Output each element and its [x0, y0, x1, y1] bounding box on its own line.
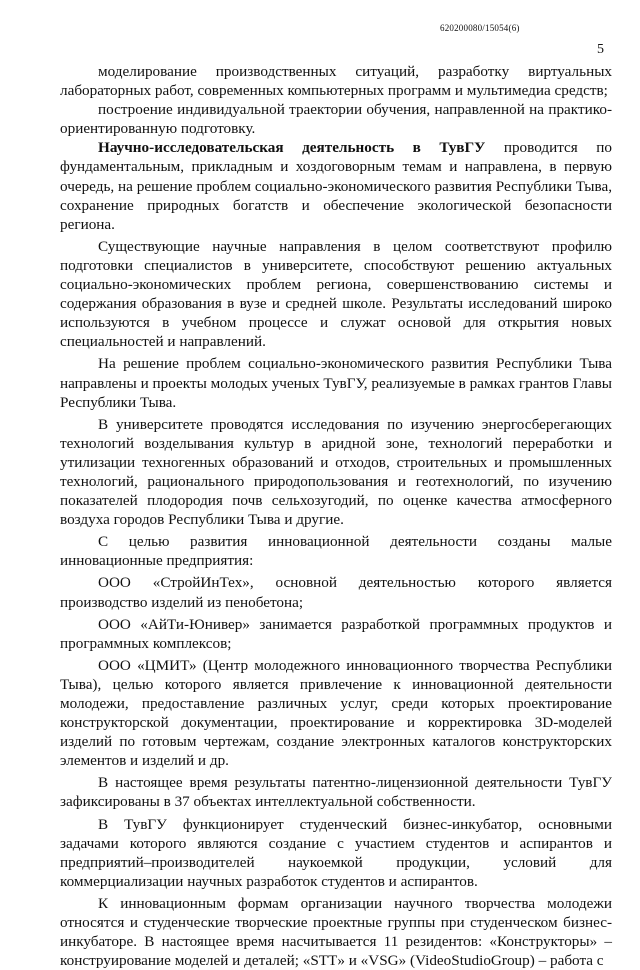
paragraph — [60, 62, 612, 100]
paragraph — [60, 815, 612, 891]
paragraph — [60, 138, 612, 233]
paragraph — [60, 100, 612, 138]
paragraph-text: В университете проводятся исследования по изучению энергосберегающих технологий возделывания культур в аридной зоне, технологий переработки и утилизации техногенных образований и отходов, строительных и промышленных технологий, рационального природопользования и геотехнологий, по изучению показателей плодородия почв сельхозугодий, по оценке качества атмосферного воздуха городов Республики Тыва и другие. — [60, 415, 612, 529]
paragraph-bold-lead: Научно-исследовательская деятельность в ТувГУ — [98, 139, 486, 157]
paragraph — [60, 894, 612, 970]
paragraph-text: В ТувГУ функционирует студенческий бизнес-инкубатор, основными задачами которого являются создание с участием студентов и аспирантов и предприятий–производителей наукоемкой продукции, условий для коммерциализации научных разработок студентов и аспирантов. — [60, 815, 612, 890]
paragraph-text: К инновационным формам организации научного творчества молодежи относятся и студенческие творческие проектные группы при студенческом бизнес-инкубаторе. В настоящее время насчитывается 11 резидентов: «Конструкторы» – конструирование моделей и деталей; «STT» и «VSG» (VideoStudioGroup) – работа с — [60, 894, 612, 970]
paragraph — [60, 354, 612, 411]
paragraph-text: ООО «СтройИнТех», основной деятельностью которого является производство изделий из пенобетона; — [60, 574, 612, 611]
paragraph — [60, 656, 612, 771]
paragraph-text: В настоящее время результаты патентно-лицензионной деятельности ТувГУ зафиксированы в 37 объектах интеллектуальной собственности. — [60, 774, 612, 811]
paragraph — [60, 237, 612, 352]
paragraph — [60, 532, 612, 570]
paragraph — [60, 615, 612, 653]
paragraph-text: Существующие научные направления в целом соответствуют профилю подготовки специалистов в университете, способствуют решению актуальных социально-экономических проблем региона, совершенствованию системы и содержания образования в вузе и средней школе. Результаты исследований широко используются в учебном процессе и служат основой для открытия новых специальностей и направлений. — [60, 237, 612, 351]
body-text — [60, 62, 612, 970]
page-number: 5 — [597, 42, 604, 57]
document-id: 620200080/15054(6) — [440, 23, 520, 33]
paragraph-text: На решение проблем социально-экономического развития Республики Тыва направлены и проекты молодых ученых ТувГУ, реализуемые в рамках грантов Главы Республики Тыва. — [60, 355, 612, 411]
paragraph-text: построение индивидуальной траектории обучения, направленной на практико-ориентированную подготовку. — [60, 101, 612, 138]
paragraph — [60, 573, 612, 611]
paragraph-text: ООО «ЦМИТ» (Центр молодежного инновационного творчества Республики Тыва), целью которого является привлечение к инновационной деятельности молодежи, предоставление различных услуг, среди которых проектирование конструкторской документации, проектирование и корректировка 3D-моделей изделий по готовым чертежам, создание электронных каталогов конструкторских элементов и изделий и др. — [60, 656, 612, 770]
paragraph — [60, 773, 612, 811]
paragraph — [60, 415, 612, 530]
paragraph-text: проводится по фундаментальным, прикладным и хоздоговорным темам и направлена, в первую очередь, на решение проблем социально-экономического развития Республики Тыва, сохранение природных богатств и обеспечение экологической безопасности региона. — [60, 139, 613, 233]
paragraph-text: С целью развития инновационной деятельности созданы малые инновационные предприятия: — [60, 533, 612, 570]
paragraph-text: моделирование производственных ситуаций, разработку виртуальных лабораторных работ, современных компьютерных программ и мультимедиа средств; — [60, 63, 612, 100]
paragraph-text: ООО «АйТи-Юнивер» занимается разработкой программных продуктов и программных комплексов; — [60, 615, 612, 652]
